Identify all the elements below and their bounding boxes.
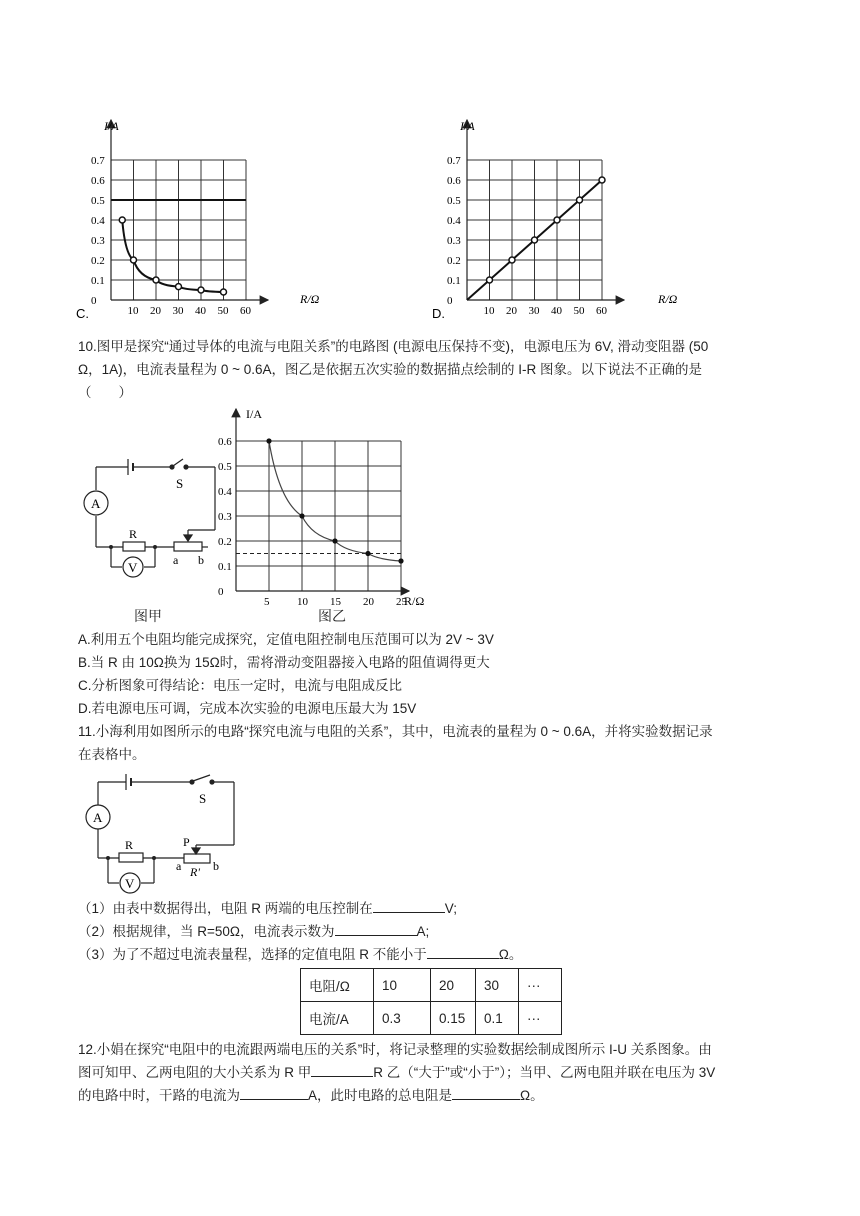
graph-yi	[218, 403, 450, 613]
x-tick-label: 40	[551, 305, 562, 317]
y-tick-label: 0	[218, 586, 224, 598]
q10-line2: Ω，1A)，电流表量程为 0 ~ 0.6A，图乙是依据五次实验的数据描点绘制的 I-R 图象。以下说法不正确的是	[78, 362, 703, 377]
y-tick-label: 0	[91, 295, 97, 307]
y-tick-label: 0.2	[218, 536, 232, 548]
y-tick-label: 0.5	[447, 195, 461, 207]
y-tick-label: 0.2	[447, 255, 461, 267]
data-point	[509, 257, 515, 263]
y-tick-label: 0.5	[91, 195, 105, 207]
table-cell: 0.15	[431, 1002, 476, 1035]
y-tick-label: 0.3	[91, 235, 105, 247]
axis-label-y: I/A	[104, 119, 119, 133]
axis-label-x: R/Ω	[658, 292, 678, 306]
table-cell: ···	[519, 1002, 562, 1035]
data-point	[554, 217, 560, 223]
graph-c	[76, 110, 366, 325]
circuit-q11	[82, 770, 242, 900]
q11-data-table	[300, 968, 562, 1035]
data-point	[119, 217, 125, 223]
x-tick-label: 40	[195, 305, 206, 317]
q12-line3: 的电路中时，干路的电流为 A，此时电路的总电阻是 Ω。	[78, 1085, 544, 1107]
x-tick-label: 10	[127, 305, 139, 317]
rheostat-label: R'	[190, 865, 200, 879]
option-letter: C.	[76, 306, 89, 321]
y-tick-label: 0.7	[91, 155, 105, 167]
q11-line1: 11.小海利用如图所示的电路“探究电流与电阻的关系”，其中，电流表的量程为 0 ~ 0.6A，并将实验数据记录	[78, 724, 713, 739]
x-tick-label: 60	[596, 305, 607, 317]
y-tick-label: 0.4	[447, 215, 461, 227]
q10-option-a: A.利用五个电阻均能完成探究，定值电阻控制电压范围可以为 2V ~ 3V	[78, 632, 494, 647]
x-tick-label: 20	[150, 305, 161, 317]
data-point	[487, 277, 493, 283]
voltmeter-label: V	[128, 560, 138, 575]
q11-sub3: （3）为了不超过电流表量程，选择的定值电阻 R 不能小于 Ω。	[78, 944, 522, 966]
data-point	[532, 237, 538, 243]
table-cell: ···	[519, 969, 562, 1002]
axis-label-y: I/A	[246, 407, 262, 421]
table-cell: 0.3	[374, 1002, 431, 1035]
y-tick-label: 0	[447, 295, 453, 307]
x-tick-label: 30	[528, 305, 540, 317]
axis-label-y: I/A	[460, 119, 475, 133]
data-point	[198, 287, 204, 293]
data-point	[398, 558, 403, 563]
resistor-label: R	[125, 838, 134, 852]
y-tick-label: 0.6	[447, 175, 461, 187]
x-tick-label: 30	[172, 305, 184, 317]
terminal-b-label: b	[198, 553, 204, 567]
q11-sub1: （1）由表中数据得出，电阻 R 两端的电压控制在 V;	[78, 898, 457, 920]
data-curve	[122, 220, 223, 292]
data-point	[332, 538, 337, 543]
x-tick-label: 15	[330, 596, 341, 608]
ammeter-label: A	[91, 496, 101, 511]
table-cell: 20	[431, 969, 476, 1002]
x-tick-label: 50	[217, 305, 229, 317]
graph-d	[432, 110, 722, 325]
table-cell: 电阻/Ω	[301, 969, 374, 1002]
data-point	[599, 177, 605, 183]
x-tick-label: 20	[363, 596, 374, 608]
table-cell: 0.1	[476, 1002, 519, 1035]
q12-line1: 12.小娟在探究“电阻中的电流跟两端电压的关系”时，将记录整理的实验数据绘制成图所示 I-U 关系图象。由	[78, 1042, 712, 1057]
x-tick-label: 50	[573, 305, 585, 317]
table-row	[301, 1002, 562, 1035]
x-tick-label: 10	[297, 596, 308, 608]
table-cell: 10	[374, 969, 431, 1002]
q10-line1: 10.图甲是探究“通过导体的电流与电阻关系”的电路图 (电源电压保持不变)，电源电压为 6V, 滑动变阻器 (50	[78, 339, 709, 354]
y-tick-label: 0.1	[447, 275, 461, 287]
q10-option-c: C.分析图象可得结论：电压一定时，电流与电阻成反比	[78, 678, 402, 693]
y-tick-label: 0.6	[218, 436, 232, 448]
q12-line2: 图可知甲、乙两电阻的大小关系为 R 甲 R 乙（“大于”或“小于”）；当甲、乙两电阻并联在电压为 3V	[78, 1062, 715, 1084]
y-tick-label: 0.3	[218, 511, 232, 523]
y-tick-label: 0.1	[91, 275, 105, 287]
circuit-jia	[78, 455, 223, 585]
switch-label: S	[176, 476, 184, 491]
table-cell: 30	[476, 969, 519, 1002]
data-point	[577, 197, 583, 203]
ammeter-label: A	[93, 810, 103, 825]
q10-option-b: B.当 R 由 10Ω换为 15Ω时，需将滑动变阻器接入电路的阻值调得更大	[78, 655, 490, 670]
resistor-label: R	[129, 527, 138, 541]
table-row	[301, 969, 562, 1002]
q10-option-d: D.若电源电压可调，完成本次实验的电源电压最大为 15V	[78, 701, 417, 716]
y-tick-label: 0.5	[218, 461, 232, 473]
data-point	[176, 284, 182, 290]
switch-label: S	[199, 791, 207, 806]
data-point	[299, 513, 304, 518]
data-point	[365, 551, 370, 556]
axis-label-x: R/Ω	[404, 594, 425, 608]
x-tick-label: 25	[396, 596, 407, 608]
y-tick-label: 0.7	[447, 155, 461, 167]
y-tick-label: 0.2	[91, 255, 105, 267]
q10-line3: （ ）	[78, 385, 132, 400]
y-tick-label: 0.3	[447, 235, 461, 247]
axis-label-x: R/Ω	[300, 292, 320, 306]
x-tick-label: 60	[240, 305, 251, 317]
q11-line2: 在表格中。	[78, 747, 146, 762]
data-point	[266, 438, 271, 443]
y-tick-label: 0.1	[218, 561, 232, 573]
figure-yi-caption: 图乙	[318, 608, 346, 624]
data-point	[153, 277, 159, 283]
table-cell: 电流/A	[301, 1002, 374, 1035]
option-letter: D.	[432, 306, 445, 321]
y-tick-label: 0.4	[218, 486, 232, 498]
figure-jia-caption: 图甲	[134, 608, 162, 624]
terminal-a-label: a	[176, 859, 182, 873]
voltmeter-label: V	[125, 876, 135, 891]
data-point	[221, 289, 227, 295]
y-tick-label: 0.6	[91, 175, 105, 187]
x-tick-label: 20	[506, 305, 517, 317]
slider-p-label: P	[183, 835, 190, 849]
x-tick-label: 10	[483, 305, 495, 317]
x-tick-label: 5	[264, 596, 270, 608]
terminal-b-label: b	[213, 859, 219, 873]
q11-sub2: （2）根据规律，当 R=50Ω，电流表示数为 A;	[78, 921, 429, 943]
terminal-a-label: a	[173, 553, 179, 567]
y-tick-label: 0.4	[91, 215, 105, 227]
data-point	[131, 257, 137, 263]
